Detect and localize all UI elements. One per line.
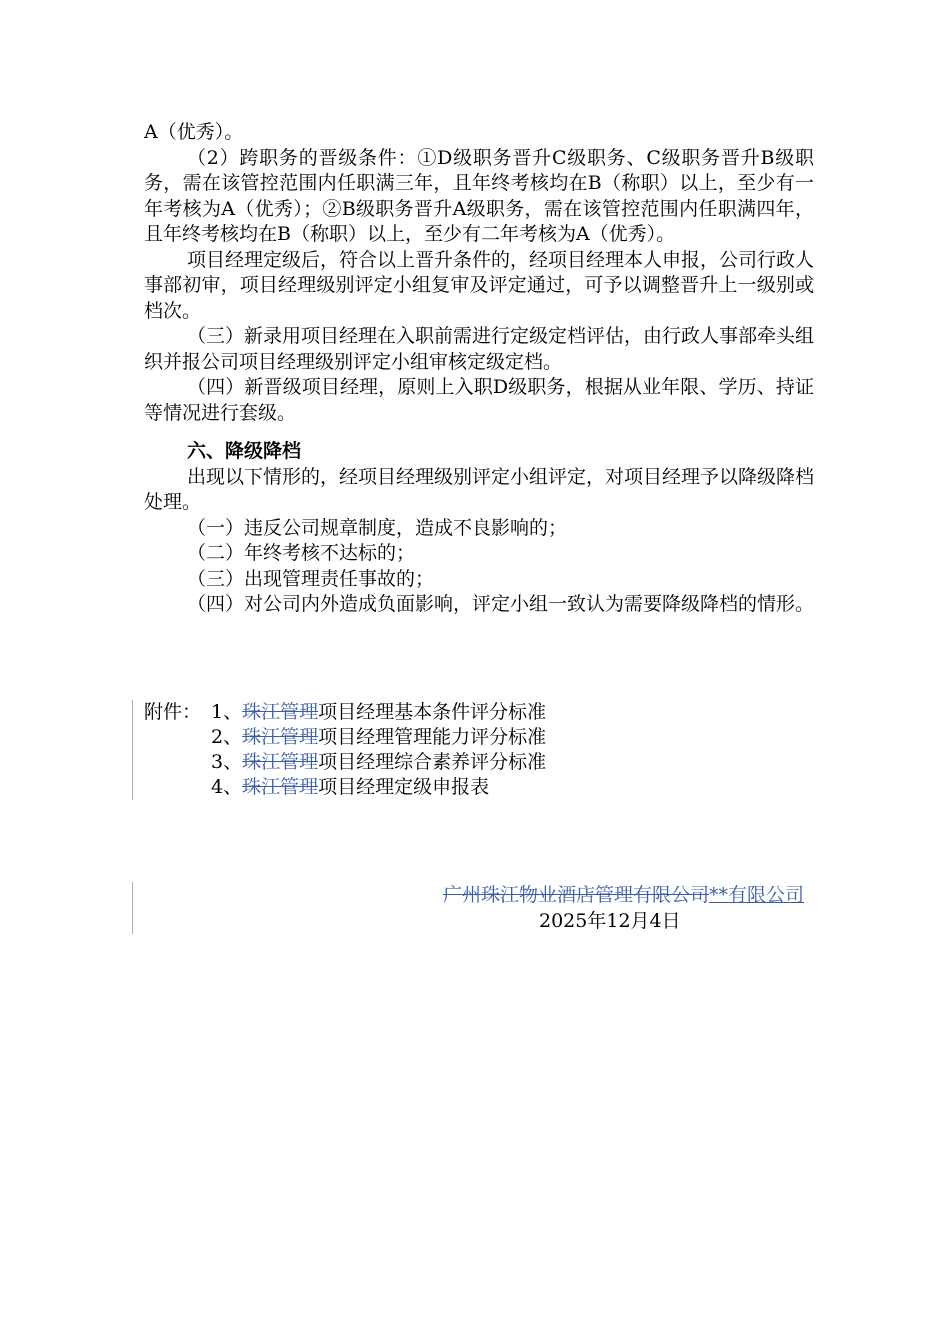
attachment-item <box>144 700 546 725</box>
deleted-revision-text: 珠江管理 <box>242 726 319 748</box>
demotion-item: （四）对公司内外造成负面影响，评定小组一致认为需要降级降档的情形。 <box>187 593 815 615</box>
attachment-number: 3、 <box>211 751 243 773</box>
attachment-title: 项目经理管理能力评分标准 <box>318 726 547 748</box>
document-body <box>144 120 814 618</box>
paragraph-grade-a-end: A（优秀）。 <box>144 121 244 143</box>
deleted-company-name: 广州珠江物业酒店管理有限公司 <box>443 884 710 906</box>
deleted-revision-text: 珠江管理 <box>242 751 319 773</box>
attachment-number: 4、 <box>211 776 243 798</box>
attachments-list <box>144 700 546 800</box>
attachment-title: 项目经理定级申报表 <box>318 776 490 798</box>
paragraph-new-hire-grading: （三）新录用项目经理在入职前需进行定级定档评估，由行政人事部牵头组织并报公司项目经理级别评定小组审核定级定档。 <box>144 325 815 373</box>
demotion-item: （一）违反公司规章制度，造成不良影响的； <box>187 516 568 539</box>
paragraph-cross-position-promotion: （2）跨职务的晋级条件：①D级职务晋升C级职务、C级职务晋升B级职务，需在该管控范围内任职满三年，且年终考核均在B（称职）以上，至少有一年考核为A（优秀）；②B级职务晋升A级职务，需在该管控范围内任职满四年，且年终考核均在B（称职）以上，至少有二年考核为A（优秀）。 <box>144 146 814 245</box>
signature-date: 2025年12月4日 <box>539 910 681 932</box>
paragraph-demotion-intro: 出现以下情形的，经项目经理级别评定小组评定，对项目经理予以降级降档处理。 <box>144 465 815 513</box>
attachment-item <box>144 750 546 775</box>
deleted-revision-text: 珠江管理 <box>242 776 319 798</box>
attachment-number: 1、 <box>211 701 243 723</box>
inserted-company-name: **有限公司 <box>709 884 805 906</box>
section-heading-demotion: 六、降级降档 <box>187 440 302 462</box>
deleted-revision-text: 珠江管理 <box>242 701 319 723</box>
attachment-item <box>144 775 546 800</box>
revision-change-bar <box>132 700 133 800</box>
demotion-item: （二）年终考核不达标的； <box>187 542 416 564</box>
signature-block <box>443 882 813 934</box>
paragraph-promotion-procedure: 项目经理定级后，符合以上晋升条件的，经项目经理本人申报，公司行政人事部初审，项目经理级别评定小组复审及评定通过，可予以调整晋升上一级别或档次。 <box>144 248 815 322</box>
attachment-number: 2、 <box>211 726 243 748</box>
paragraph-new-promotion-entry: （四）新晋级项目经理，原则上入职D级职务，根据从业年限、学历、持证等情况进行套级。 <box>144 376 814 424</box>
attachment-title: 项目经理基本条件评分标准 <box>318 701 547 723</box>
attachments-label: 附件： <box>144 701 202 723</box>
demotion-item: （三）出现管理责任事故的； <box>187 567 435 590</box>
attachment-title: 项目经理综合素养评分标准 <box>318 751 547 773</box>
company-name <box>443 882 813 908</box>
attachment-item <box>144 725 546 750</box>
revision-change-bar <box>132 882 133 934</box>
